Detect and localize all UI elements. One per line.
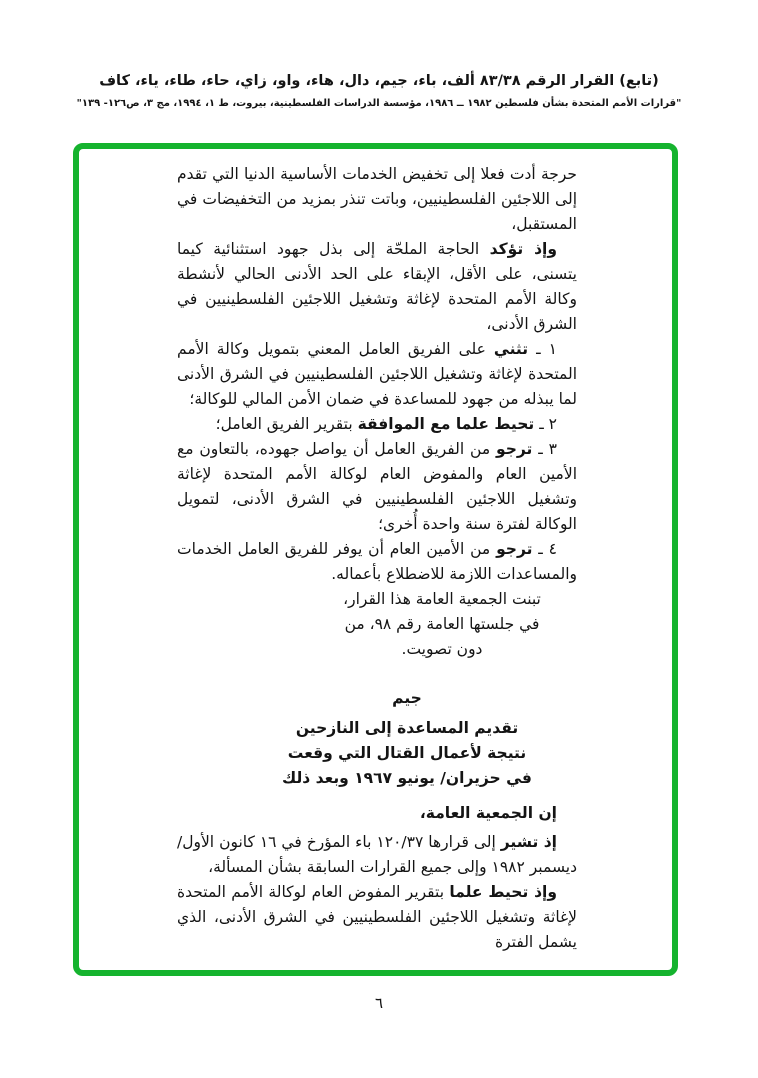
section-title — [237, 716, 577, 791]
source-citation: "قرارات الأمم المتحدة بشأن فلسطين ١٩٨٢ ــ ١٩٨٦، مؤسسة الدراسات الفلسطينية، بيروت، ط ١، ١٩٩٤، مج ٣، ص١٢٦- ١٣٩" — [76, 98, 682, 109]
paragraph-operative-1 — [177, 337, 577, 412]
paragraph-operative-4 — [177, 537, 577, 587]
paragraph-text: حرجة أدت فعلا إلى تخفيض الخدمات الأساسية الدنيا التي تقدم إلى اللاجئين الفلسطينيين، وباتت تنذر بمزيد من التخفيضات في المستقبل، — [177, 165, 577, 233]
resolution-text — [79, 149, 672, 955]
page-header — [0, 70, 758, 112]
paragraph-text: إلى قرارها ١٢٠/٣٧ باء المؤرخ في ١٦ كانون الأول/ ديسمبر ١٩٨٢ وإلى جميع القرارات السابقة بشأن المسألة، — [177, 833, 577, 876]
adoption-note — [337, 587, 547, 662]
adoption-line: تبنت الجمعية العامة هذا القرار، — [343, 590, 541, 608]
lead-phrase: ترجو — [496, 540, 533, 558]
paragraph-preamble-emphasis — [177, 237, 577, 337]
section-title-line: نتيجة لأعمال القتال التي وقعت — [287, 744, 527, 762]
paragraph-assembly-opening: إن الجمعية العامة، — [419, 804, 557, 822]
item-number: ٤ ـ — [532, 540, 557, 558]
paragraph-text: على الفريق العامل المعني بتمويل وكالة الأمم المتحدة لإغاثة وتشغيل اللاجئين الفلسطينيين في الشرق الأدنى لما يبذله من جهود للمساعدة في ضمان الأمن المالي للوكالة؛ — [177, 340, 577, 408]
lead-phrase: تثني — [493, 340, 529, 358]
paragraph-text: الحاجة الملحّة إلى بذل جهود استثنائية كيما يتسنى، على الأقل، الإبقاء على الحد الأدنى الحالي لأنشطة وكالة الأمم المتحدة لإغاثة وتشغيل اللاجئين الفلسطينيين في الشرق الأدنى، — [177, 240, 577, 333]
lead-phrase: ترجو — [496, 440, 533, 458]
document-title: (تابع) القرار الرقم ٨٣/٣٨ ألف، باء، جيم، دال، هاء، واو، زاي، حاء، طاء، ياء، كاف — [99, 73, 659, 89]
item-number: ٢ ـ — [534, 415, 557, 433]
paragraph-continuation — [177, 162, 577, 237]
paragraph-taking-note — [177, 880, 577, 955]
lead-phrase: وإذ تؤكد — [489, 240, 557, 258]
paragraph-text: بتقرير الفريق العامل؛ — [215, 415, 358, 433]
section-title-line: في حزيران/ يونيو ١٩٦٧ وبعد ذلك — [282, 769, 532, 787]
paragraph-text: من الأمين العام أن يوفر للفريق العامل الخدمات والمساعدات اللازمة للاضطلاع بأعماله. — [177, 540, 577, 583]
adoption-line: دون تصويت. — [401, 640, 483, 658]
paragraph-recalling — [177, 830, 577, 880]
paragraph-operative-3 — [177, 437, 577, 537]
section-letter: جيم — [392, 689, 422, 707]
paragraph-operative-2 — [177, 412, 577, 437]
paragraph-text: بتقرير المفوض العام لوكالة الأمم المتحدة لإغاثة وتشغيل اللاجئين الفلسطينيين في الشرق الأدنى، الذي يشمل الفترة — [177, 883, 577, 951]
highlight-box — [73, 143, 678, 976]
section-title-line: تقديم المساعدة إلى النازحين — [295, 719, 519, 737]
item-number: ١ ـ — [528, 340, 557, 358]
lead-phrase: إذ تشير — [500, 833, 557, 851]
lead-phrase: تحيط علما مع الموافقة — [357, 415, 535, 433]
paragraph-text: من الفريق العامل أن يواصل جهوده، بالتعاون مع الأمين العام والمفوض العام لوكالة الأمم المتحدة لإغاثة وتشغيل اللاجئين الفلسطينيين في الشرق الأدنى، لتمويل الوكالة لفترة سنة واحدة أُخرى؛ — [177, 440, 577, 533]
page-number: ٦ — [374, 994, 384, 1012]
adoption-line: في جلستها العامة رقم ٩٨، من — [344, 615, 540, 633]
lead-phrase: وإذ تحيط علما — [449, 883, 557, 901]
item-number: ٣ ـ — [532, 440, 557, 458]
